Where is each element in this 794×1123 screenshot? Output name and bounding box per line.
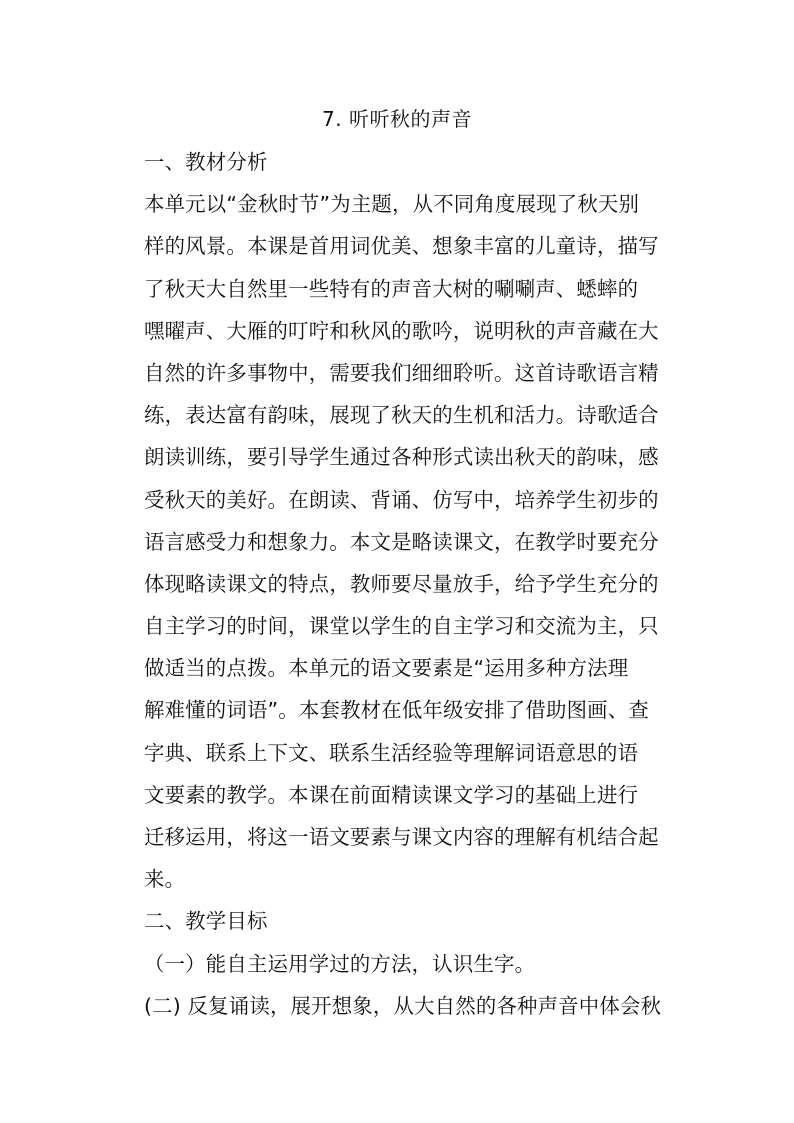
- body-text: [144, 141, 664, 1027]
- objective-item: （一）能自主运用学过的方法，认识生字。: [144, 951, 536, 976]
- text-line: 语言感受力和想象力。本文是略读课文，在教学时要充分: [144, 529, 659, 554]
- objective-item: (二) 反复诵读，展开想象，从大自然的各种声音中体会秋: [144, 993, 662, 1018]
- text-line: 本单元以“金秋时节”为主题，从不同角度展现了秋天别: [144, 192, 640, 217]
- text-line: 自主学习的时间，课堂以学生的自主学习和交流为主，只: [144, 614, 659, 639]
- text-line: 解难懂的词语”。本套教材在低年级安排了借助图画、查: [144, 698, 649, 723]
- text-line: 做适当的点拨。本单元的语文要素是“运用多种方法理: [144, 656, 629, 681]
- lesson-title: 7. 听听秋的声音: [322, 107, 472, 131]
- section-heading: 一、教材分析: [144, 150, 268, 174]
- text-line: 体现略读课文的特点，教师要尽量放手，给予学生充分的: [144, 571, 659, 596]
- text-line: 朗读训练，要引导学生通过各种形式读出秋天的韵味，感: [144, 445, 659, 470]
- text-line: 了秋天大自然里一些特有的声音大树的唰唰声、蟋蟀的: [144, 276, 639, 301]
- text-line: 受秋天的美好。在朗读、背诵、仿写中，培养学生初步的: [144, 487, 659, 512]
- text-line: 练，表达富有韵味，展现了秋天的生机和活力。诗歌适合: [144, 403, 659, 428]
- text-line: 样的风景。本课是首用词优美、想象丰富的儿童诗，描写: [144, 234, 659, 259]
- text-line: 字典、联系上下文、联系生活经验等理解词语意思的语: [144, 740, 639, 765]
- section-heading: 二、教学目标: [144, 909, 268, 934]
- text-line: 来。: [144, 867, 186, 892]
- text-line: 自然的许多事物中，需要我们细细聆听。这首诗歌语言精: [144, 360, 659, 385]
- text-line: 文要素的教学。本课在前面精读课文学习的基础上进行: [144, 782, 639, 807]
- text-line: 迁移运用，将这一语文要素与课文内容的理解有机结合起: [144, 825, 659, 849]
- text-line: 嘿曜声、大雁的叮咛和秋风的歌吟，说明秋的声音藏在大: [144, 318, 659, 343]
